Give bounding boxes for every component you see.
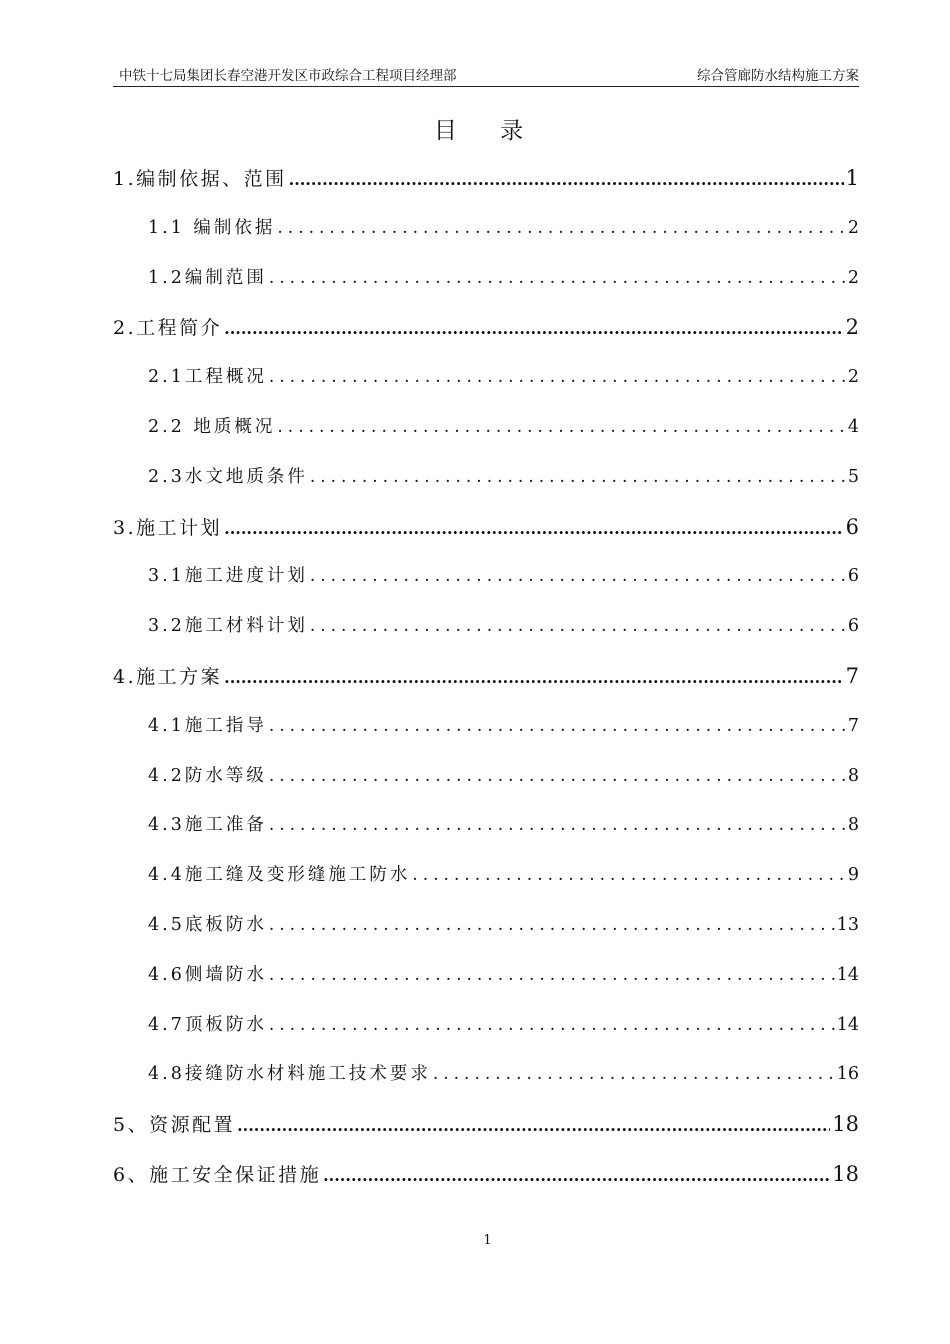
toc-entry-page: 8 [847,815,859,836]
toc-entry-page: 14 [836,964,859,985]
toc-entry-label: 6、施工安全保证措施 [113,1164,322,1186]
toc-dot-leader [310,467,846,487]
toc-entry[interactable] [148,214,859,239]
toc-entry-page: 1 [845,166,859,190]
toc-entry[interactable] [148,562,859,587]
toc-entry-label: 4.5底板防水 [148,915,267,935]
toc-entry-page: 2 [845,315,859,340]
toc-entry-label: 4.1施工指导 [148,715,267,736]
toc-entry[interactable] [113,164,859,191]
toc-dot-leader [289,170,844,189]
toc-entry-page: 7 [847,715,859,736]
toc-entry[interactable] [148,712,859,737]
toc-entry-label: 1.1 编制依据 [148,217,276,238]
toc-dot-leader [269,915,835,935]
toc-entry-page: 8 [847,765,859,786]
toc-entry-page: 14 [836,1014,859,1035]
toc-entry[interactable] [113,513,859,540]
toc-entry[interactable] [113,1160,859,1187]
toc-dot-leader [323,1166,830,1185]
toc-entry-label: 4.8接缝防水材料施工技术要求 [148,1064,431,1085]
toc-entry[interactable] [148,363,859,388]
toc-dot-leader [412,865,846,885]
toc-entry-label: 2.3水文地质条件 [148,466,308,487]
toc-entry[interactable] [113,662,859,689]
toc-dot-leader [269,716,846,736]
toc-entry[interactable] [148,463,859,488]
toc-entry-page: 6 [847,616,859,637]
toc-entry-page: 6 [845,514,859,539]
toc-entry-page: 18 [832,1112,859,1137]
page-number: 1 [483,1233,492,1248]
toc-entry[interactable] [148,264,859,289]
toc-dot-leader [269,1015,835,1035]
toc-entry-label: 4.6侧墙防水 [148,964,267,985]
toc-dot-leader [269,367,846,387]
toc-entry-label: 3.1施工进度计划 [148,566,308,587]
toc-entry[interactable] [148,961,859,986]
toc-dot-leader [310,566,846,586]
toc-dot-leader [224,668,843,687]
toc-entry-page: 2 [847,367,859,388]
toc-title: 目 录 [433,118,542,144]
toc-entry[interactable] [148,762,859,787]
header-organization: 中铁十七局集团长春空港开发区市政综合工程项目经理部 [119,68,457,84]
toc-dot-leader [269,268,846,288]
toc-dot-leader [224,319,843,338]
toc-entry-page: 7 [845,664,859,688]
toc-entry[interactable] [113,1110,859,1137]
toc-entry-label: 5、资源配置 [113,1114,236,1137]
toc-entry-label: 4.施工方案 [113,666,223,688]
toc-entry-label: 2.2 地质概况 [148,417,276,437]
toc-entry-page: 5 [847,466,859,487]
toc-entry-label: 4.4施工缝及变形缝施工防水 [148,865,411,886]
toc-dot-leader [277,417,845,437]
toc-entry[interactable] [148,911,859,936]
toc-entry-page: 2 [847,217,859,238]
toc-dot-leader [224,519,843,538]
header-document-title: 综合管廊防水结构施工方案 [697,68,859,84]
toc-entry-label: 2.工程简介 [113,317,223,340]
toc-entry[interactable] [148,1011,859,1036]
toc-dot-leader [433,1064,835,1084]
toc-entry-label: 3.2施工材料计划 [148,616,308,637]
toc-entry-page: 6 [847,566,859,587]
toc-entry[interactable] [148,861,859,886]
toc-entry-label: 3.施工计划 [113,516,223,539]
toc-entry[interactable] [148,811,859,836]
toc-entry-page: 13 [836,915,859,935]
toc-entry-page: 16 [836,1064,859,1085]
toc-entry-label: 2.1工程概况 [148,367,267,388]
toc-dot-leader [277,218,845,238]
toc-entry-page: 2 [847,267,859,288]
toc-entry-label: 1.编制依据、范围 [113,168,287,190]
toc-entry-page: 9 [847,865,859,886]
toc-entry[interactable] [113,313,859,340]
toc-entry-label: 1.2编制范围 [148,267,267,288]
toc-entry-page: 18 [832,1162,859,1186]
toc-entry-label: 4.2防水等级 [148,765,267,786]
toc-entry[interactable] [148,612,859,637]
toc-dot-leader [269,965,835,985]
toc-dot-leader [310,616,846,636]
toc-dot-leader [269,815,846,835]
toc-entry[interactable] [148,413,859,438]
toc-entry-label: 4.7顶板防水 [148,1014,267,1035]
toc-entry-page: 4 [847,417,859,437]
toc-dot-leader [237,1116,830,1135]
toc-dot-leader [269,766,846,786]
toc-entry[interactable] [148,1060,859,1085]
toc-entry-label: 4.3施工准备 [148,815,267,836]
